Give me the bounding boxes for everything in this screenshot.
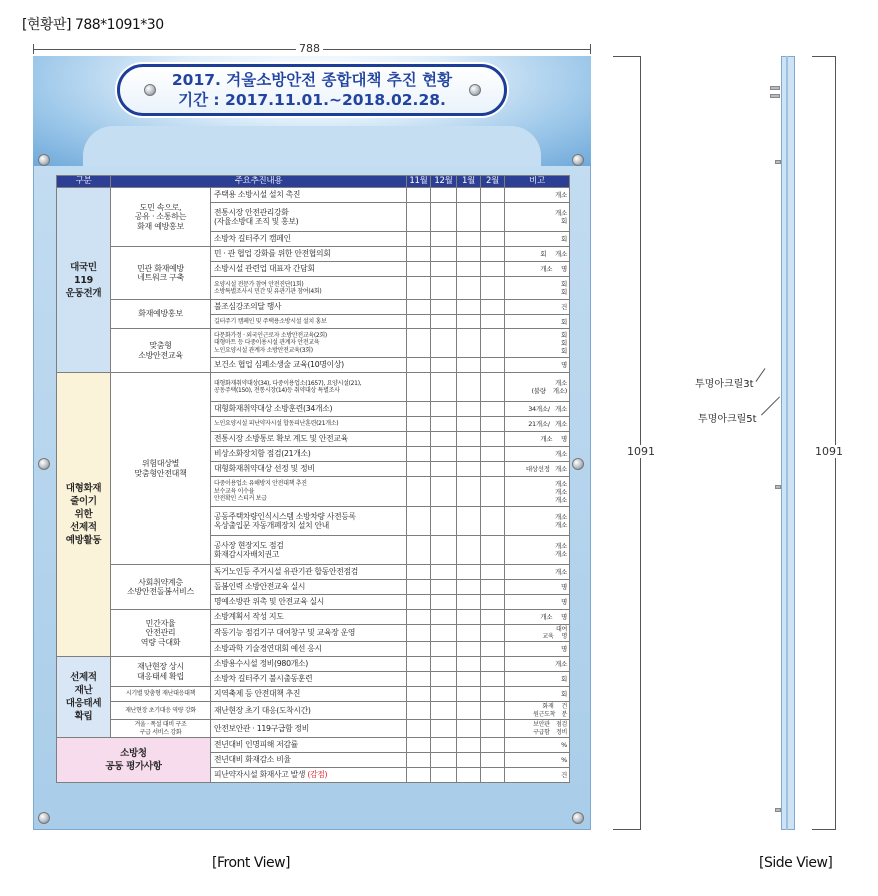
month-cell	[431, 203, 457, 232]
row-content: 대형화재취약대상 선정 및 정비	[211, 462, 407, 477]
month-cell	[457, 768, 481, 783]
month-cell	[457, 565, 481, 580]
month-cell	[407, 672, 431, 687]
month-cell	[481, 277, 505, 300]
month-cell	[457, 610, 481, 625]
month-cell	[481, 657, 505, 672]
month-cell	[457, 432, 481, 447]
month-cell	[481, 642, 505, 657]
month-cell	[457, 702, 481, 720]
row-remark: 개소	[505, 657, 570, 672]
row-content: 불조심강조의달 행사	[211, 300, 407, 315]
month-cell	[407, 462, 431, 477]
screw-icon	[144, 84, 156, 96]
table-row	[57, 329, 570, 358]
month-cell	[431, 720, 457, 738]
month-cell	[407, 720, 431, 738]
month-cell	[407, 507, 431, 536]
title-banner	[117, 64, 507, 116]
month-cell	[431, 580, 457, 595]
month-cell	[407, 657, 431, 672]
month-cell	[407, 262, 431, 277]
month-cell	[457, 477, 481, 507]
month-cell	[407, 277, 431, 300]
row-remark: 34개소/ 개소	[505, 402, 570, 417]
row-content: 전통시장 소방통로 확보 계도 및 안전교육	[211, 432, 407, 447]
table-row	[57, 247, 570, 262]
month-cell	[457, 447, 481, 462]
row-content: 소방차 길터주기 불시출동훈련	[211, 672, 407, 687]
row-content: 민 · 관 협업 강화를 위한 안전협의회	[211, 247, 407, 262]
sub-a1: 도민 속으로, 공유 · 소통하는 화재 예방홍보	[111, 188, 211, 247]
month-cell	[481, 232, 505, 247]
row-remark: 회	[505, 315, 570, 329]
sub-b2: 사회취약계층 소방안전돌봄서비스	[111, 565, 211, 610]
month-cell	[481, 720, 505, 738]
row-remark: 회 회	[505, 277, 570, 300]
row-remark: 개소 개소 개소	[505, 477, 570, 507]
month-cell	[481, 672, 505, 687]
row-content: 공사장 현장지도 점검 화재감시자배치권고	[211, 536, 407, 565]
sub-c2: 시기별 맞춤형 재난대응대책	[111, 687, 211, 702]
title-line-2: 기간 : 2017.11.01.~2018.02.28.	[178, 91, 446, 109]
month-cell	[481, 610, 505, 625]
month-cell	[431, 373, 457, 402]
month-cell	[457, 738, 481, 753]
month-cell	[481, 188, 505, 203]
row-remark: 회	[505, 672, 570, 687]
month-cell	[407, 738, 431, 753]
row-content: 전통시장 안전관리강화 (자율소방대 조직 및 홍보)	[211, 203, 407, 232]
height-dimension-tick-bottom	[613, 829, 641, 830]
month-cell	[457, 315, 481, 329]
row-remark: 개소 개소	[505, 507, 570, 536]
row-content: 대형화재취약대상 소방훈련(34개소)	[211, 402, 407, 417]
side-view-inner-layer	[786, 56, 788, 830]
month-cell	[431, 610, 457, 625]
month-cell	[457, 507, 481, 536]
category-d: 소방청 공동 평가사항	[57, 738, 211, 783]
row-content: 소방계획서 작성 지도	[211, 610, 407, 625]
month-cell	[457, 687, 481, 702]
table-row	[57, 720, 570, 738]
month-cell	[481, 417, 505, 432]
screw-icon	[572, 812, 584, 824]
month-cell	[407, 610, 431, 625]
row-content: 비상소화장치함 점검(21개소)	[211, 447, 407, 462]
side-view-panel	[781, 56, 795, 830]
screw-icon	[38, 154, 50, 166]
row-content: 노인요양시설 피난약자시설 합동피난훈련(21개소)	[211, 417, 407, 432]
month-cell	[407, 702, 431, 720]
month-cell	[431, 247, 457, 262]
month-cell	[481, 402, 505, 417]
month-cell	[431, 672, 457, 687]
month-cell	[407, 402, 431, 417]
month-cell	[431, 565, 457, 580]
month-cell	[481, 432, 505, 447]
month-cell	[407, 536, 431, 565]
side-clip-icon	[775, 808, 781, 812]
category-c: 선제적 재난 대응태세 확립	[57, 657, 111, 738]
table-row	[57, 565, 570, 580]
month-cell	[407, 625, 431, 642]
month-cell	[457, 188, 481, 203]
month-cell	[431, 358, 457, 373]
row-content: 보건소 협업 심폐소생술 교육(10명이상)	[211, 358, 407, 373]
header-content: 주요추진내용	[111, 176, 407, 188]
month-cell	[457, 657, 481, 672]
month-cell	[407, 373, 431, 402]
row-content: 작동기능 점검기구 대여창구 및 교육장 운영	[211, 625, 407, 642]
side-height-tick-bottom	[812, 829, 836, 830]
month-cell	[407, 300, 431, 315]
month-cell	[407, 417, 431, 432]
header-jan: 1월	[457, 176, 481, 188]
sub-c4: 겨울 · 폭설 대비 구조 구급 서비스 강화	[111, 720, 211, 738]
month-cell	[407, 753, 431, 768]
row-remark: 대여 교육 명	[505, 625, 570, 642]
category-a: 대국민 119 운동전개	[57, 188, 111, 373]
sub-c1: 재난현장 상시 대응태세 확립	[111, 657, 211, 687]
row-remark: 개소	[505, 447, 570, 462]
month-cell	[457, 203, 481, 232]
row-content: 요양시설 전문가 참여 안전진단(1회) 소방특별조사시 민간 및 유관기관 참여(4회)	[211, 277, 407, 300]
month-cell	[457, 358, 481, 373]
month-cell	[457, 625, 481, 642]
month-cell	[407, 358, 431, 373]
table-row	[57, 738, 570, 753]
side-clip-icon	[775, 160, 781, 164]
row-remark: %	[505, 738, 570, 753]
month-cell	[407, 315, 431, 329]
month-cell	[481, 687, 505, 702]
month-cell	[481, 300, 505, 315]
penalty-highlight: (감점)	[307, 770, 328, 780]
row-content: 재난현장 초기 대응(도착시간)	[211, 702, 407, 720]
month-cell	[431, 642, 457, 657]
month-cell	[431, 432, 457, 447]
month-cell	[481, 536, 505, 565]
month-cell	[457, 753, 481, 768]
header-feb: 2월	[481, 176, 505, 188]
width-dimension-label: 788	[296, 42, 323, 55]
row-remark: 명	[505, 642, 570, 657]
row-remark: %	[505, 753, 570, 768]
month-cell	[431, 300, 457, 315]
screw-icon	[38, 458, 50, 470]
month-cell	[407, 432, 431, 447]
side-clip-icon	[770, 86, 780, 90]
sub-c3: 재난현장 초기대응 역량 강화	[111, 702, 211, 720]
month-cell	[457, 536, 481, 565]
month-cell	[431, 232, 457, 247]
month-cell	[431, 462, 457, 477]
row-remark: 보안관 점검 구급함 정비	[505, 720, 570, 738]
row-remark: 회 개소	[505, 247, 570, 262]
acrylic-3t-leader	[756, 368, 766, 382]
month-cell	[407, 565, 431, 580]
row-remark: 회	[505, 232, 570, 247]
month-cell	[431, 188, 457, 203]
side-height-dimension-line	[835, 56, 836, 830]
row-content: 다중이용업소 유해방지 안전대책 추진 보수교육 이수율 안전확인 스티커 보급	[211, 477, 407, 507]
plan-table	[56, 175, 570, 783]
month-cell	[457, 402, 481, 417]
table-row	[57, 300, 570, 315]
month-cell	[407, 687, 431, 702]
month-cell	[431, 507, 457, 536]
row-content: 주택용 소방시설 설치 촉진	[211, 188, 407, 203]
category-b: 대형화재 줄이기 위한 선제적 예방활동	[57, 373, 111, 657]
table-row	[57, 702, 570, 720]
month-cell	[431, 477, 457, 507]
month-cell	[407, 477, 431, 507]
month-cell	[431, 738, 457, 753]
month-cell	[431, 315, 457, 329]
row-remark: 개소 명	[505, 610, 570, 625]
month-cell	[457, 417, 481, 432]
side-clip-icon	[770, 94, 780, 98]
month-cell	[481, 738, 505, 753]
month-cell	[431, 595, 457, 610]
header-tab-shape	[83, 126, 541, 166]
month-cell	[407, 447, 431, 462]
month-cell	[481, 329, 505, 358]
row-content: 대형화재취약대상(34), 다중이용업소(1657), 요양시설(21), 공동주택(150), 전통시장(14)등 취약대상 특별조사	[211, 373, 407, 402]
row-content: 다문화가정 · 외국인근로자 소방안전교육(2회) 대형마트 등 다중이용시설 관계자 안전교육 노인요양시설 관계자 소방안전교육(3회)	[211, 329, 407, 358]
row-remark: 개소 명	[505, 262, 570, 277]
month-cell	[457, 300, 481, 315]
month-cell	[431, 417, 457, 432]
month-cell	[457, 373, 481, 402]
table-row	[57, 188, 570, 203]
month-cell	[481, 702, 505, 720]
month-cell	[457, 277, 481, 300]
month-cell	[457, 329, 481, 358]
row-remark: 대상선정 개소	[505, 462, 570, 477]
row-content: 공동주택차량인식시스템 소방차량 사전등록 옥상출입문 자동개폐장치 설치 안내	[211, 507, 407, 536]
row-content: 소방용수시설 정비(980개소)	[211, 657, 407, 672]
table-row	[57, 687, 570, 702]
header-category: 구분	[57, 176, 111, 188]
side-height-dimension-label: 1091	[812, 445, 846, 458]
month-cell	[481, 462, 505, 477]
month-cell	[407, 642, 431, 657]
row-content: 안전보안관 · 119구급함 정비	[211, 720, 407, 738]
month-cell	[431, 262, 457, 277]
row-remark: 화재 건 원근도착 분	[505, 702, 570, 720]
row-content: 길터주기 캠페인 및 주택용소방시설 설치 홍보	[211, 315, 407, 329]
month-cell	[431, 402, 457, 417]
month-cell	[457, 247, 481, 262]
month-cell	[407, 188, 431, 203]
row-remark: 명	[505, 580, 570, 595]
header-remark: 비고	[505, 176, 570, 188]
row-remark: 21개소/ 개소	[505, 417, 570, 432]
header-nov: 11월	[407, 176, 431, 188]
month-cell	[481, 262, 505, 277]
table-row	[57, 373, 570, 402]
month-cell	[481, 565, 505, 580]
month-cell	[407, 595, 431, 610]
month-cell	[481, 315, 505, 329]
row-remark: 회 회 회	[505, 329, 570, 358]
month-cell	[457, 672, 481, 687]
screw-icon	[572, 154, 584, 166]
month-cell	[481, 247, 505, 262]
month-cell	[481, 507, 505, 536]
row-remark: 명	[505, 358, 570, 373]
month-cell	[431, 536, 457, 565]
month-cell	[431, 657, 457, 672]
table-row	[57, 657, 570, 672]
month-cell	[407, 203, 431, 232]
acrylic-5t-label: 투명아크릴5t	[698, 414, 757, 425]
spec-label: [현황판] 788*1091*30	[22, 17, 164, 33]
month-cell	[457, 580, 481, 595]
month-cell	[431, 329, 457, 358]
row-remark: 건	[505, 300, 570, 315]
month-cell	[431, 687, 457, 702]
side-height-tick-top	[812, 56, 836, 57]
month-cell	[481, 625, 505, 642]
sub-a2: 민관 화재예방 네트워크 구축	[111, 247, 211, 300]
width-dimension-tick-right	[590, 44, 591, 54]
table-header-row	[57, 176, 570, 188]
month-cell	[407, 247, 431, 262]
header-dec: 12월	[431, 176, 457, 188]
month-cell	[481, 595, 505, 610]
month-cell	[457, 720, 481, 738]
month-cell	[457, 642, 481, 657]
row-remark: 회	[505, 687, 570, 702]
height-dimension-line	[640, 56, 641, 830]
month-cell	[481, 203, 505, 232]
month-cell	[431, 768, 457, 783]
sub-a3: 화재예방홍보	[111, 300, 211, 329]
row-remark: 개소 개소	[505, 536, 570, 565]
table-row	[57, 610, 570, 625]
row-content	[211, 768, 407, 783]
sub-b3: 민간자율 안전관리 역량 극대화	[111, 610, 211, 657]
month-cell	[431, 277, 457, 300]
month-cell	[457, 595, 481, 610]
screw-icon	[469, 84, 481, 96]
acrylic-3t-label: 투명아크릴3t	[695, 379, 754, 390]
row-content: 소방차 길터주기 캠페인	[211, 232, 407, 247]
row-remark: 명	[505, 595, 570, 610]
width-dimension-tick-left	[33, 44, 34, 54]
month-cell	[481, 753, 505, 768]
row-remark: 개소 회	[505, 203, 570, 232]
side-view-caption: [Side View]	[759, 855, 833, 871]
month-cell	[407, 580, 431, 595]
month-cell	[431, 702, 457, 720]
month-cell	[407, 329, 431, 358]
month-cell	[431, 447, 457, 462]
month-cell	[457, 232, 481, 247]
month-cell	[481, 768, 505, 783]
row-content-text: 피난약자시설 화재사고 발생	[214, 770, 308, 780]
row-content: 소방과학 기술경연대회 예선 응시	[211, 642, 407, 657]
row-content: 독거노인등 주거시설 유관기관 합동안전점검	[211, 565, 407, 580]
sub-b1: 위험대상별 맞춤형안전대책	[111, 373, 211, 565]
month-cell	[481, 580, 505, 595]
month-cell	[481, 373, 505, 402]
month-cell	[431, 753, 457, 768]
month-cell	[481, 477, 505, 507]
row-remark: 건	[505, 768, 570, 783]
month-cell	[431, 625, 457, 642]
month-cell	[457, 262, 481, 277]
screw-icon	[572, 458, 584, 470]
month-cell	[407, 768, 431, 783]
month-cell	[481, 358, 505, 373]
sub-a4: 맞춤형 소방안전교육	[111, 329, 211, 373]
side-clip-icon	[775, 485, 781, 489]
row-remark: 개소 (불량 개소)	[505, 373, 570, 402]
row-content: 돌봄인력 소방안전교육 실시	[211, 580, 407, 595]
row-content: 명예소방관 위촉 및 안전교육 실시	[211, 595, 407, 610]
month-cell	[457, 462, 481, 477]
row-content: 전년대비 인명피해 저감률	[211, 738, 407, 753]
screw-icon	[38, 812, 50, 824]
board-header	[33, 56, 591, 166]
height-dimension-tick-top	[613, 56, 641, 57]
row-remark: 개소	[505, 565, 570, 580]
height-dimension-label: 1091	[624, 445, 658, 458]
row-content: 지역축제 등 안전대책 추진	[211, 687, 407, 702]
row-remark: 개소	[505, 188, 570, 203]
month-cell	[481, 447, 505, 462]
row-content: 소방시설 관련업 대표자 간담회	[211, 262, 407, 277]
title-line-1: 2017. 겨울소방안전 종합대책 추진 현황	[171, 71, 453, 89]
acrylic-5t-leader	[761, 396, 780, 415]
front-view-caption: [Front View]	[212, 855, 291, 871]
row-content: 전년대비 화재감소 비율	[211, 753, 407, 768]
month-cell	[407, 232, 431, 247]
row-remark: 개소 명	[505, 432, 570, 447]
